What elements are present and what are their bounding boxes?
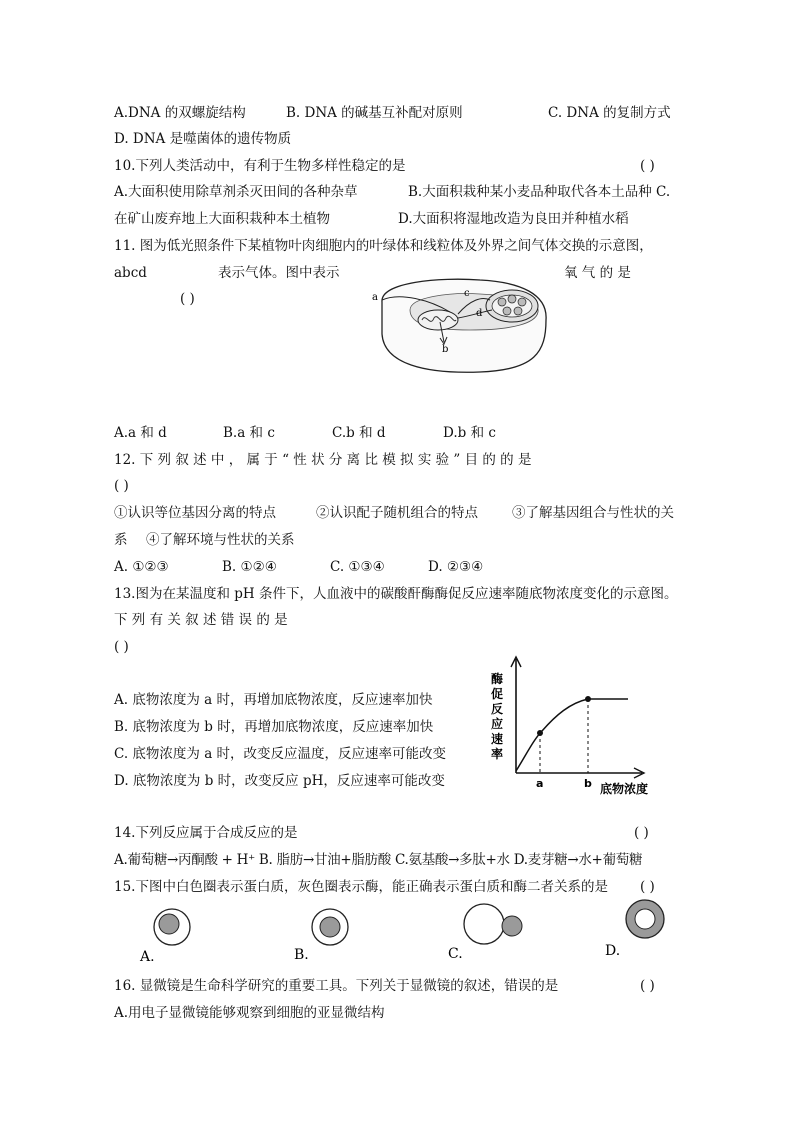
q10-option-a: A.大面积使用除草剂杀灭田间的各种杂草 [114,184,358,200]
q11-option-a: A.a 和 d [114,425,167,441]
q11-label-a: a [372,292,378,303]
q11-cell-diagram [370,272,550,382]
q16-answer-paren: ( ) [640,978,655,994]
q11-option-c: C.b 和 d [332,425,386,441]
q11-label-c: c [464,288,470,299]
q15-label-c: C. [448,946,463,962]
q10-option-b: B.大面积栽种某小麦品种取代各本土品种 C. [408,184,671,200]
q13-tick-b: b [584,777,592,790]
q16-stem: 16. 显微镜是生命科学研究的重要工具。下列关于显微镜的叙述，错误的是 [114,978,559,994]
q14-stem: 14.下列反应属于合成反应的是 [114,825,298,841]
q11-stem-mid: 表示气体。图中表示 [218,265,340,281]
q16-option-a: A.用电子显微镜能够观察到细胞的亚显微结构 [114,1005,385,1021]
q11-label-d: d [476,308,483,319]
q12-item-3-cont: 系 [114,532,128,548]
q13-ylabel-6: 率 [491,747,504,761]
q13-ylabel-5: 速 [491,732,504,746]
q13-rate-chart [478,655,648,800]
q9-option-b: B. DNA 的碱基互补配对原则 [286,105,463,121]
q15-answer-paren: ( ) [640,879,655,895]
q13-ylabel-2: 促 [491,687,504,701]
q11-option-d: D.b 和 c [443,425,496,441]
q13-stem-line2: 下 列 有 关 叙 述 错 误 的 是 [114,612,288,628]
q13-stem-line1: 13.图为在某温度和 pH 条件下，人血液中的碳酸酐酶酶促反应速率随底物浓度变化的示意图。 [114,586,678,602]
q13-option-a: A. 底物浓度为 a 时，再增加底物浓度，反应速率加快 [114,692,433,708]
q9-option-c: C. DNA 的复制方式 [548,105,671,121]
q11-label-b: b [442,344,449,355]
q13-tick-a: a [536,777,544,790]
q12-answer-paren: ( ) [114,478,129,494]
q10-stem: 10.下列人类活动中，有利于生物多样性稳定的是 [114,158,406,174]
q10-answer-paren: ( ) [640,158,655,174]
q15-diagram-a [138,905,208,965]
q12-item-3: ③了解基因组合与性状的关 [512,505,674,521]
q11-option-b: B.a 和 c [223,425,275,441]
q11-answer-paren: ( ) [180,291,195,307]
q13-option-d: D. 底物浓度为 b 时，改变反应 pH，反应速率可能改变 [114,773,445,789]
q14-options: A.葡萄糖→丙酮酸 + H⁺ B. 脂肪→甘油+脂肪酸 C.氨基酸→多肽+水 D.麦芽糖→水+葡萄糖 [114,852,643,868]
q15-diagram-c [446,900,536,962]
q13-ylabel-3: 反 [491,702,504,716]
q15-label-b: B. [294,947,309,963]
q10-option-d: D.大面积将湿地改造为良田并种植水稻 [398,211,629,227]
q13-ylabel-4: 应 [491,717,504,731]
q11-stem-end: 氧 气 的 是 [564,265,631,281]
q15-label-a: A. [140,949,155,965]
q13-option-c: C. 底物浓度为 a 时，改变反应温度，反应速率可能改变 [114,746,447,762]
q15-label-d: D. [605,943,621,959]
q12-item-2: ②认识配子随机组合的特点 [316,505,478,521]
q13-answer-paren: ( ) [114,639,129,655]
q13-ylabel-1: 酶 [491,672,504,686]
q12-stem: 12. 下 列 叙 述 中 ， 属 于 “ 性 状 分 离 比 模 拟 实 验 ” 目 的 的 是 [114,452,532,468]
q11-stem-line1: 11. 图为低光照条件下某植物叶肉细胞内的叶绿体和线粒体及外界之间气体交换的示意图， [114,238,653,254]
q15-diagram-b [292,905,362,965]
q13-xlabel: 底物浓度 [600,782,649,796]
q14-answer-paren: ( ) [634,825,649,841]
q10-option-c: 在矿山废弃地上大面积栽种本土植物 [114,211,330,227]
q15-stem: 15.下图中白色圈表示蛋白质，灰色圈表示酶，能正确表示蛋白质和酶二者关系的是 [114,879,608,895]
q12-item-4: ④了解环境与性状的关系 [146,532,295,548]
q12-item-1: ①认识等位基因分离的特点 [114,505,276,521]
q12-option-a: A. ①②③ [114,559,169,575]
q9-option-a: A.DNA 的双螺旋结构 [114,105,246,121]
q13-option-b: B. 底物浓度为 b 时，再增加底物浓度，反应速率加快 [114,719,434,735]
q12-option-b: B. ①②④ [222,559,277,575]
q12-option-c: C. ①③④ [330,559,385,575]
q12-option-d: D. ②③④ [428,559,484,575]
q11-stem-abcd: abcd [114,265,147,281]
q9-option-d: D. DNA 是噬菌体的遗传物质 [114,131,292,147]
q15-diagram-d [603,897,673,957]
